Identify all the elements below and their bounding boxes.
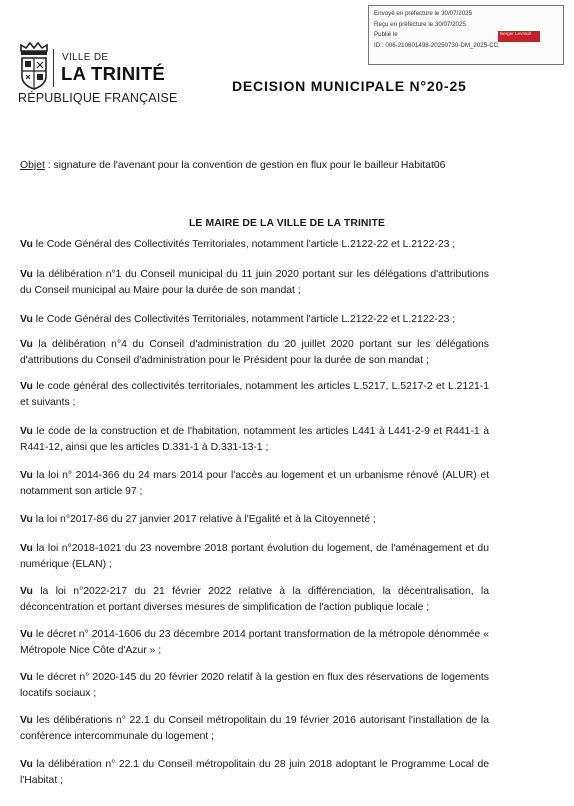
clause-text: la délibération n°4 du Conseil d'administration du 20 juillet 2020 portant sur les délégations d'attributions du Conseil d'administration pour le Président pour la durée de son mandat ; [20, 339, 489, 366]
vu-clause [20, 670, 489, 701]
ville-de-label: VILLE DE [62, 52, 109, 63]
maire-heading: LE MAIRE DE LA VILLE DE LA TRINITE [188, 218, 385, 229]
clause-text: le décret n° 2020-145 du 20 février 2020 relatif à la gestion en flux des réservations de logements locatifs sociaux ; [20, 672, 489, 699]
vu-clause [20, 627, 489, 658]
vu-label: Vu [20, 514, 33, 525]
clause-text: le décret n° 2014-1606 du 23 décembre 2014 portant transformation de la métropole dénommée « Métropole Nice Côte d'Azur » ; [20, 629, 489, 656]
stamp-received-date: Reçu en préfecture le 30/07/2025 [374, 20, 466, 28]
objet-label: Objet [20, 160, 45, 171]
vu-label: Vu [20, 269, 33, 280]
vu-clause [20, 512, 489, 528]
clause-text: la loi n°2022-217 du 21 février 2022 relative à la différenciation, la décentralisation, la déconcentration et portant diverses mesures de simplification de l'action publique locale ; [20, 586, 489, 613]
vu-clause [20, 468, 489, 499]
vu-label: Vu [20, 715, 33, 726]
vu-label: Vu [20, 759, 33, 770]
vu-label: Vu [20, 426, 33, 437]
vu-clause [20, 237, 489, 253]
vu-label: Vu [20, 543, 33, 554]
vu-label: Vu [20, 339, 33, 350]
vu-label: Vu [20, 629, 33, 640]
berger-levrault-badge: Berger Levrault [498, 31, 540, 42]
clause-text: la délibération n° 22.1 du Conseil métropolitain du 28 juin 2018 adoptant le Programme Local de l'Habitat ; [20, 759, 489, 786]
vu-clause [20, 757, 489, 788]
objet-line [20, 160, 445, 171]
objet-text: : signature de l'avenant pour la convention de gestion en flux pour le bailleur Habitat06 [44, 160, 446, 171]
ville-name: LA TRINITÉ [61, 63, 166, 84]
vu-clause [20, 713, 489, 744]
clause-text: la loi n°2017-86 du 27 janvier 2017 relative à l'Egalité et à la Citoyenneté ; [32, 514, 376, 525]
vu-clause [20, 541, 489, 572]
vu-label: Vu [20, 314, 33, 325]
clause-text: la loi n°2018-1021 du 23 novembre 2018 portant évolution du logement, de l'aménagement et du numérique (ELAN) ; [20, 543, 489, 570]
clause-text: le code de la construction et de l'habitation, notamment les articles L441 à L441-2-9 et R441-1 à R441-12, ainsi que les articles D.331-1 à D.331-13-1 ; [20, 426, 489, 453]
vu-label: Vu [20, 586, 33, 597]
clause-text: les délibérations n° 22.1 du Conseil métropolitain du 19 février 2016 autorisant l'installation de la conférence intercommunale du logement ; [20, 715, 489, 742]
decision-title: DECISION MUNICIPALE N°20-25 [232, 78, 467, 94]
vu-label: Vu [20, 239, 33, 250]
vu-clause [20, 267, 489, 298]
vu-clause [20, 312, 489, 328]
vu-label: Vu [20, 672, 33, 683]
clause-text: le Code Général des Collectivités Territoriales, notamment l'article L.2122-22 et L.2122-23 ; [32, 314, 456, 325]
stamp-published: Publié le [374, 31, 398, 38]
republique-francaise-label: RÉPUBLIQUE FRANÇAISE [18, 91, 178, 105]
stamp-id: ID : 006-210601498-20250730-DM_2025-CC [374, 41, 499, 49]
clause-text: le Code Général des Collectivités Territoriales, notamment l'article L.2122-22 et L.2122-23 ; [32, 239, 456, 250]
vu-label: Vu [20, 470, 33, 481]
vu-clause [20, 424, 489, 455]
vu-clause [20, 379, 489, 410]
clause-text: le code général des collectivités territoriales, notamment les articles L.5217, L.5217-2 et L.2121-1 et suivants ; [20, 381, 489, 408]
logo-divider [53, 49, 54, 87]
vu-clause [20, 337, 489, 368]
prefecture-transmission-stamp [368, 5, 564, 65]
stamp-sent-date: Envoyé en préfecture le 30/07/2025 [374, 10, 473, 17]
vu-clause [20, 584, 489, 615]
clause-text: la loi n° 2014-366 du 24 mars 2014 pour l'accès au logement et un urbanisme rénové (ALUR) et notamment son article 97 ; [20, 470, 489, 497]
clause-text: la délibération n°1 du Conseil municipal du 11 juin 2020 portant sur les délégations d'attributions du Conseil municipal au Maire pour la durée de son mandat ; [20, 269, 489, 296]
vu-label: Vu [20, 381, 33, 392]
